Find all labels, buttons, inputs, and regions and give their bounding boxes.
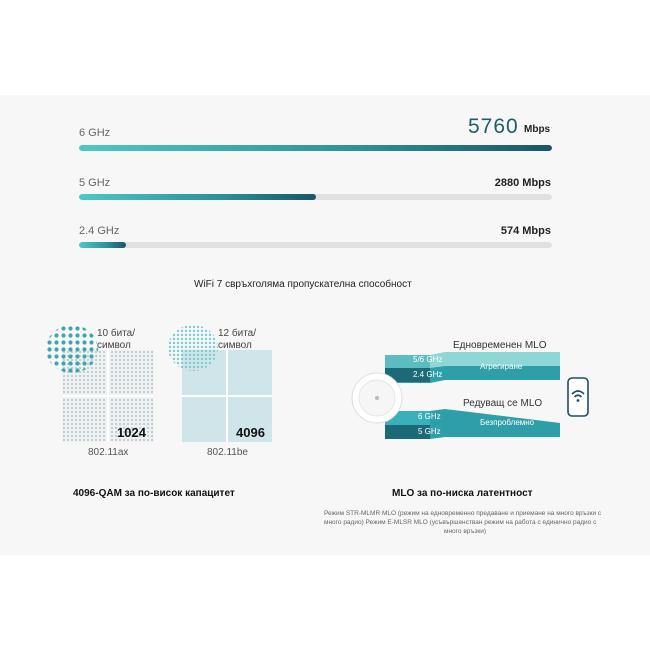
speed-bar-6ghz — [79, 145, 552, 151]
band-label-6ghz: 6 GHz — [79, 127, 111, 139]
mlo-simultaneous-title: Едновременен MLO — [453, 340, 547, 351]
mlo-alt-band-2: 5 GHz — [418, 427, 441, 436]
speed-bar-5ghz — [79, 194, 552, 200]
mlo-simultaneous-ribbon — [385, 352, 565, 384]
qam-4096-zoom — [168, 325, 218, 371]
qam-caption: 4096-QAM за по-висок капацитет — [73, 488, 235, 499]
qam-1024-zoom — [46, 325, 98, 373]
qam-1024-value: 1024 — [117, 425, 146, 440]
band-label-24ghz: 2.4 GHz — [79, 225, 120, 237]
mlo-sim-band-1: 5/6 GHz — [413, 355, 443, 364]
speed-5ghz: 2880 Mbps — [494, 177, 551, 189]
mlo-sim-band-2: 2.4 GHz — [413, 370, 443, 379]
qam-4096-bits: 12 бита/ символ — [218, 328, 257, 351]
speed-unit-6ghz: Mbps — [524, 124, 551, 135]
access-point-icon — [350, 371, 404, 425]
qam-4096-value: 4096 — [236, 425, 265, 440]
mlo-alt-band-1: 6 GHz — [418, 412, 441, 421]
speed-24ghz: 574 Mbps — [500, 225, 551, 237]
mlo-alternating-title: Редуващ се MLO — [463, 398, 543, 409]
throughput-caption: WiFi 7 свръхголяма пропускателна способност — [194, 279, 412, 290]
mlo-sim-word: Агрегиране — [480, 362, 523, 371]
mlo-alternating-ribbon — [385, 409, 565, 441]
speed-value-6ghz: 5760 — [468, 115, 519, 138]
mlo-alt-word: Безпроблемно — [480, 418, 535, 427]
mlo-footnote: Режим STR-MLMR MLO (режим на едновременно предаване и приемане на много връзки с много радио) Режим E-MLSR MLO (усъвършенстван режим на работа с единично радио с много връзки) — [324, 510, 602, 535]
qam-1024-standard: 802.11ax — [88, 447, 129, 458]
mlo-caption: MLO за по-ниска латентност — [392, 488, 533, 499]
speed-bar-24ghz — [79, 242, 552, 248]
qam-1024-bits: 10 бита/ символ — [97, 328, 136, 351]
phone-wifi-icon — [567, 377, 589, 417]
qam-4096-standard: 802.11be — [207, 447, 248, 458]
band-label-5ghz: 5 GHz — [79, 177, 111, 189]
